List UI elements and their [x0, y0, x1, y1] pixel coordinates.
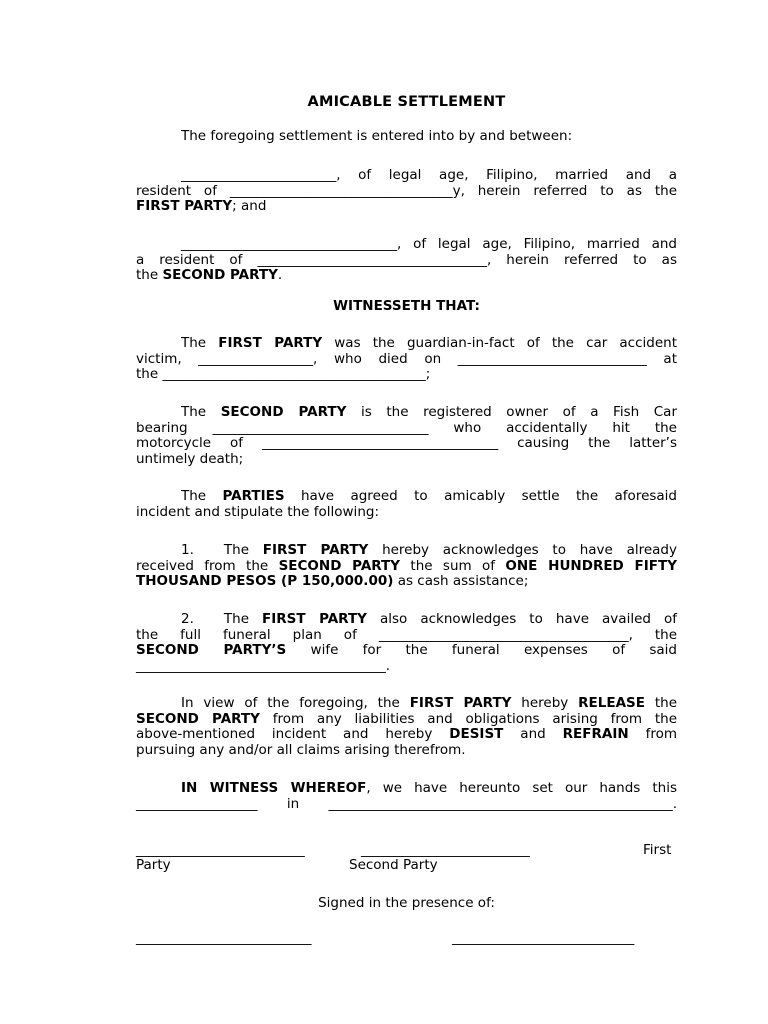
first-party-label-first: First: [643, 842, 672, 858]
death-date-blank[interactable]: ____________________________: [457, 350, 647, 367]
document-title: AMICABLE SETTLEMENT: [307, 94, 506, 110]
item-number: 2.: [181, 611, 194, 627]
intro-paragraph: [136, 129, 677, 145]
second-party-residence-blank[interactable]: __________________________________: [257, 251, 487, 268]
intro-text: The foregoing settlement is entered into by and between:: [181, 128, 573, 144]
owner-paragraph: The SECOND PARTY is the registered owner of a Fish Car bearing ________________________________ who accidentally hit the motorcycle of ___________________________________ causing the latter’s untimely death;: [136, 404, 678, 467]
second-party-label: Second Party: [349, 857, 438, 873]
first-party-signature-line[interactable]: _________________________: [136, 842, 305, 858]
witness-signature-line-1[interactable]: __________________________: [136, 930, 312, 946]
signing-date-blank[interactable]: __________________: [136, 795, 258, 812]
plate-number-blank[interactable]: ________________________________: [212, 419, 429, 436]
witnesseth-heading: WITNESSETH THAT:: [333, 298, 480, 314]
presence-text: Signed in the presence of:: [318, 895, 495, 911]
second-party-name-blank[interactable]: ________________________________: [181, 236, 397, 252]
first-party-residence-blank[interactable]: _________________________________: [229, 182, 453, 199]
deceased-name-blank[interactable]: _____________________________________: [136, 657, 386, 674]
first-party-paragraph: _______________________, of legal age, Filipino, married and a resident of _________________________________y, herein referred to as the FIRST PARTY; and: [136, 167, 677, 214]
item-number: 1.: [181, 542, 194, 558]
release-paragraph: In view of the foregoing, the FIRST PARTY hereby RELEASE the SECOND PARTY from any liabilities and obligations arising from the above-mentioned incident and hereby DESIST and REFRAIN from pursuing any and/or all claims arising therefrom.: [136, 695, 678, 758]
death-place-blank[interactable]: _______________________________________: [162, 366, 426, 382]
parties-paragraph: The PARTIES have agreed to amicably settle the aforesaid incident and stipulate the following:: [136, 488, 677, 520]
signing-place-blank[interactable]: ___________________________________________________: [328, 795, 673, 812]
second-party-signature-line[interactable]: _________________________: [361, 842, 530, 858]
stipulation-item-2: 2. The FIRST PARTY also acknowledges to have availed of the full funeral plan of _____________________________________, the SECOND PARTY’S wife for the funeral expenses of said _____________________________________.: [136, 611, 677, 674]
witness-signature-line-2[interactable]: ___________________________: [452, 930, 635, 946]
stipulation-item-1: 1. The FIRST PARTY hereby acknowledges to have already received from the SECOND PARTY the sum of ONE HUNDRED FIFTY THOUSAND PESOS (P 150,000.00) as cash assistance;: [136, 542, 677, 589]
funeral-plan-blank[interactable]: _____________________________________: [378, 626, 629, 643]
victim-name-blank[interactable]: _________________: [198, 350, 314, 367]
guardian-paragraph: The FIRST PARTY was the guardian-in-fact of the car accident victim, _________________, who died on ____________________________ at the _______________________________________;: [136, 335, 677, 382]
second-party-paragraph: ________________________________, of legal age, Filipino, married and a resident of __________________________________, herein referred to as the SECOND PARTY.: [136, 236, 677, 283]
witness-whereof-paragraph: IN WITNESS WHEREOF, we have hereunto set our hands this __________________ in ___________________________________________________.: [136, 780, 677, 812]
motorcycle-owner-blank[interactable]: ___________________________________: [261, 435, 499, 451]
first-party-name-blank[interactable]: _______________________: [181, 167, 337, 183]
first-party-label-party: Party: [136, 857, 171, 873]
